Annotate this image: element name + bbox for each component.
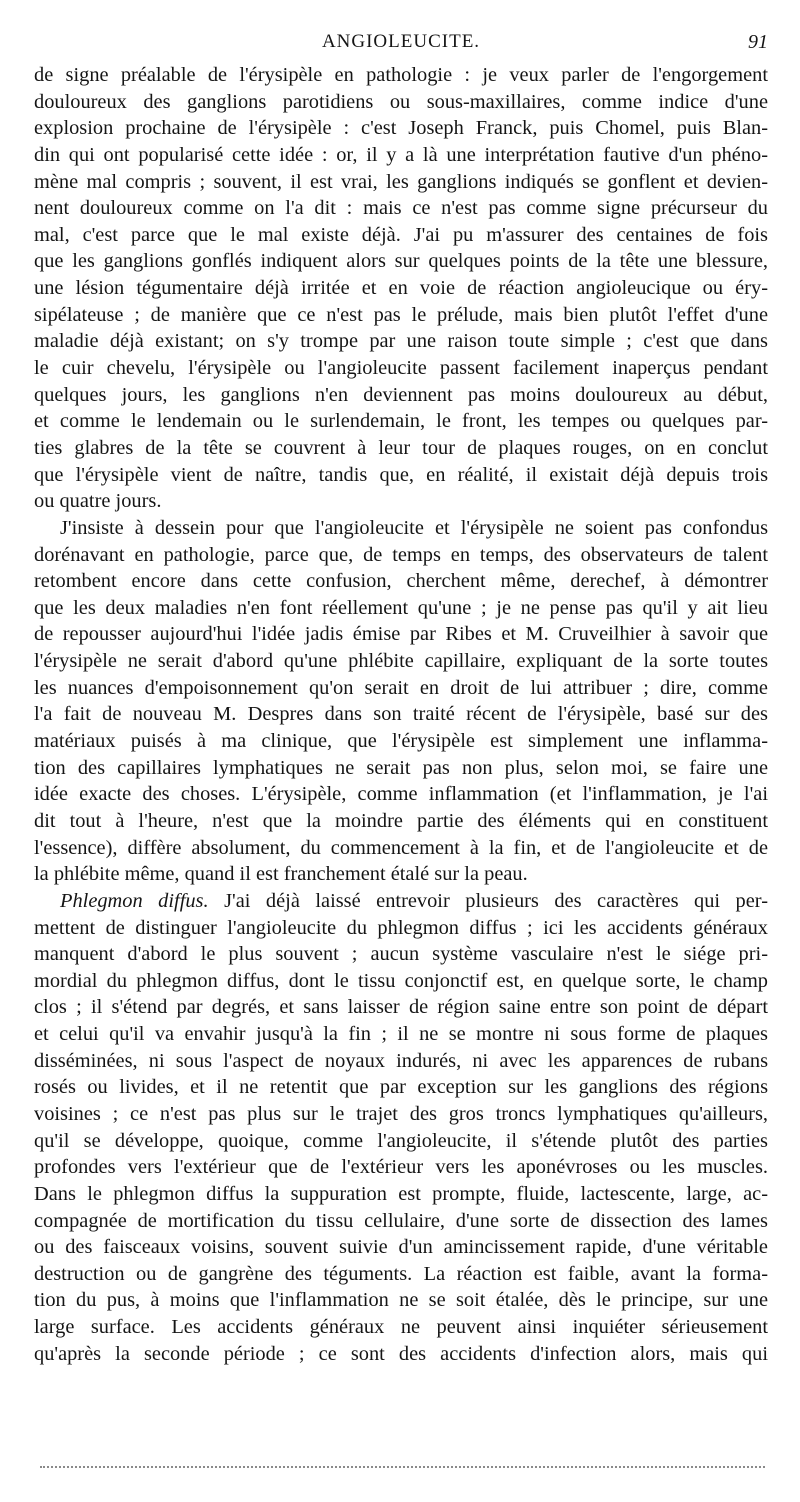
text-line: les nuances d'empoisonnement qu'on serait en droit de lui attribuer ; dire, comme bbox=[34, 676, 768, 699]
text-line: mordial du phlegmon diffus, dont le tissu conjonctif est, en quelque sorte, le champ bbox=[34, 969, 768, 992]
text-line: disséminées, ni sous l'aspect de noyaux indurés, ni avec les apparences de rubans bbox=[34, 1049, 768, 1072]
paragraph-1 bbox=[34, 62, 768, 515]
text-line: explosion prochaine de l'érysipèle : c'est Joseph Franck, puis Chomel, puis Blan- bbox=[34, 117, 768, 140]
text-line: mène mal compris ; souvent, il est vrai, les ganglions indiqués se gonflent et devien- bbox=[34, 170, 768, 193]
text-line: idée exacte des choses. L'érysipèle, comme inflammation (et l'inflammation, je l'ai bbox=[34, 783, 768, 806]
text-line: tion des capillaires lymphatiques ne serait pas non plus, selon moi, se faire une bbox=[34, 756, 768, 779]
running-title: ANGIOLEUCITE. bbox=[321, 31, 481, 52]
text-line: que les ganglions gonflés indiquent alors sur quelques points de la tête une blessure, bbox=[34, 250, 768, 273]
text-line: dit tout à l'heure, n'est que la moindre partie des éléments qui en constituent bbox=[34, 809, 768, 832]
text-line: ou quatre jours. bbox=[34, 490, 162, 513]
text-line: nent douloureux comme on l'a dit : mais ce n'est pas comme signe précurseur du bbox=[34, 197, 768, 220]
text-line: clos ; il s'étend par degrés, et sans laisser de région saine entre son point de départ bbox=[34, 996, 768, 1019]
paragraph-3 bbox=[34, 888, 768, 1368]
text-line: retombent encore dans cette confusion, cherchent même, derechef, à démontrer bbox=[34, 570, 768, 593]
text-line: et celui qu'il va envahir jusqu'à la fin ; il ne se montre ni sous forme de plaques bbox=[34, 1023, 768, 1046]
body-text bbox=[34, 62, 768, 1367]
text-line: le cuir chevelu, l'érysipèle ou l'angioleucite passent facilement inaperçus pendant bbox=[34, 357, 768, 380]
text-line: mal, c'est parce que le mal existe déjà. J'ai pu m'assurer des centaines de fois bbox=[34, 223, 768, 246]
text-line bbox=[34, 888, 768, 915]
text-line: rosés ou livides, et il ne retentit que par exception sur les ganglions des régions bbox=[34, 1076, 768, 1099]
section-lead-italic: Phlegmon diffus. bbox=[60, 889, 209, 912]
text-line: J'insiste à dessein pour que l'angioleucite et l'érysipèle ne soient pas confondus bbox=[60, 516, 768, 539]
text-line: large surface. Les accidents généraux ne peuvent ainsi inquiéter sérieusement bbox=[34, 1316, 768, 1339]
text-line: la phlébite même, quand il est franchement étalé sur la peau. bbox=[34, 863, 528, 886]
text-line: maladie déjà existant; on s'y trompe par une raison toute simple ; c'est que dans bbox=[34, 330, 768, 353]
text-line: une lésion tégumentaire déjà irritée et en voie de réaction angioleucique ou éry- bbox=[34, 277, 768, 300]
text-line: tion du pus, à moins que l'inflammation ne se soit étalée, dès le principe, sur une bbox=[34, 1289, 768, 1312]
text-line: douloureux des ganglions parotidiens ou sous-maxillaires, comme indice d'une bbox=[34, 90, 768, 113]
text-line: quelques jours, les ganglions n'en deviennent pas moins douloureux au début, bbox=[34, 383, 768, 406]
text-line: mettent de distinguer l'angioleucite du phlegmon diffus ; ici les accidents généraux bbox=[34, 916, 768, 939]
text-line: ou des faisceaux voisins, souvent suivie d'un amincissement rapide, d'une véritable bbox=[34, 1236, 768, 1259]
text-line: qu'il se développe, quoique, comme l'angioleucite, il s'étende plutôt des parties bbox=[34, 1129, 768, 1152]
text-line: destruction ou de gangrène des téguments. La réaction est faible, avant la forma- bbox=[34, 1262, 768, 1285]
text-line: voisines ; ce n'est pas plus sur le trajet des gros troncs lymphatiques qu'ailleurs, bbox=[34, 1102, 768, 1125]
text-line: que les deux maladies n'en font réellement qu'une ; je ne pense pas qu'il y ait lieu bbox=[34, 596, 768, 619]
paragraph-2 bbox=[34, 515, 768, 888]
text-line: de repousser aujourd'hui l'idée jadis émise par Ribes et M. Cruveilhier à savoir que bbox=[34, 623, 768, 646]
text-line-rest: J'ai déjà laissé entrevoir plusieurs des caractères qui per- bbox=[208, 889, 768, 912]
text-line: l'a fait de nouveau M. Despres dans son traité récent de l'érysipèle, basé sur des bbox=[34, 703, 768, 726]
text-line: de signe préalable de l'érysipèle en pathologie : je veux parler de l'engorgement bbox=[34, 64, 768, 86]
text-line: que l'érysipèle vient de naître, tandis que, en réalité, il existait déjà depuis trois bbox=[34, 463, 768, 486]
footer-dotted-rule bbox=[40, 1466, 765, 1468]
text-line: sipélateuse ; de manière que ce n'est pas le prélude, mais bien plutôt l'effet d'une bbox=[34, 303, 768, 326]
text-line: l'essence), diffère absolument, du commencement à la fin, et de l'angioleucite et de bbox=[34, 836, 768, 859]
text-line: profondes vers l'extérieur que de l'extérieur vers les aponévroses ou les muscles. bbox=[34, 1156, 768, 1179]
text-line: l'érysipèle ne serait d'abord qu'une phlébite capillaire, expliquant de la sorte toutes bbox=[34, 650, 768, 673]
text-line: din qui ont popularisé cette idée : or, il y a là une interprétation fautive d'un phéno- bbox=[34, 143, 768, 166]
text-line: et comme le lendemain ou le surlendemain, le front, les tempes ou quelques par- bbox=[34, 410, 768, 433]
text-line: compagnée de mortification du tissu cellulaire, d'une sorte de dissection des lames bbox=[34, 1209, 768, 1232]
text-line: ties glabres de la tête se couvrent à leur tour de plaques rouges, on en conclut bbox=[34, 436, 768, 459]
text-line: dorénavant en pathologie, parce que, de temps en temps, des observateurs de talent bbox=[34, 543, 768, 566]
text-line: manquent d'abord le plus souvent ; aucun système vasculaire n'est le siége pri- bbox=[34, 943, 768, 966]
text-line: matériaux puisés à ma clinique, que l'érysipèle est simplement une inflamma- bbox=[34, 730, 768, 753]
running-head bbox=[34, 30, 768, 54]
page-number: 91 bbox=[748, 31, 768, 53]
text-line: Dans le phlegmon diffus la suppuration est prompte, fluide, lactescente, large, ac- bbox=[34, 1182, 768, 1205]
text-line: qu'après la seconde période ; ce sont des accidents d'infection alors, mais qui bbox=[34, 1342, 768, 1365]
